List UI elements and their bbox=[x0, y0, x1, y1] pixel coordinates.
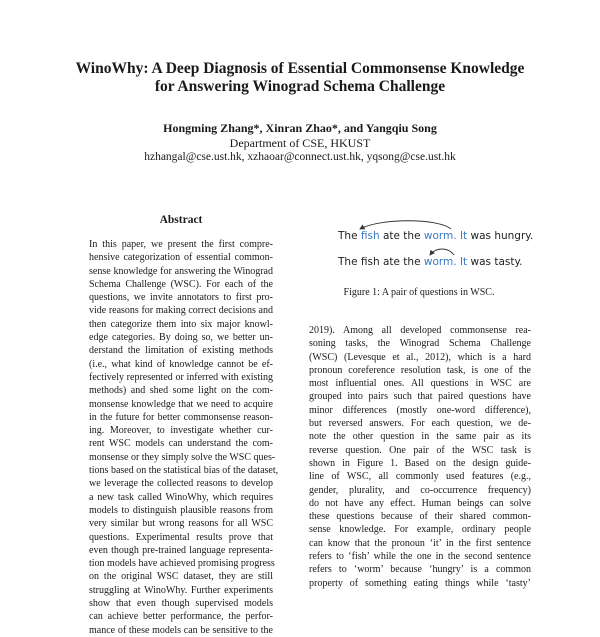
abstract-line: vide reasons for making correct decisions and bbox=[89, 305, 273, 317]
abstract-line: tion models have achieved promising progress bbox=[89, 558, 275, 570]
right-column-line: 2019). Among all developed commonsense rea- bbox=[309, 325, 531, 336]
abstract-line: monsense or they simply solve the WSC ques- bbox=[89, 451, 276, 463]
s1-candidate-worm: worm. bbox=[423, 230, 457, 242]
right-column-line: refers to ‘fish’ while the one in the second sentence bbox=[309, 551, 531, 563]
affiliation: Department of CSE, HKUST bbox=[229, 136, 371, 150]
abstract-body bbox=[89, 238, 279, 637]
abstract-line: models to distinguish plausible reasons from bbox=[89, 504, 273, 516]
abstract-line: can achieve better performance, the perfor- bbox=[89, 611, 273, 623]
authors: Hongming Zhang*, Xinran Zhao*, and Yangqiu Song bbox=[163, 121, 437, 135]
right-column-line: do not have any effect. Human beings can solve bbox=[309, 497, 531, 509]
abstract-line: monsense knowledge that we need to acquire bbox=[89, 398, 273, 410]
right-column-line: can know that the pronoun ‘it’ in the first sentence bbox=[309, 537, 531, 549]
right-column-line: refers to ‘worm’ because ‘hungry’ is a common bbox=[309, 564, 531, 576]
right-column-line: line of WSC, all commonly used features (e.g., bbox=[309, 471, 531, 483]
abstract-line: edge categories. By doing so, we better un- bbox=[89, 332, 273, 344]
abstract-line: methods) and shed some light on the com- bbox=[89, 385, 273, 397]
abstract-line: rent WSC models can understand the com- bbox=[89, 438, 273, 450]
abstract-line: very similar but wrong reasons for all WSC bbox=[89, 518, 273, 530]
s1-pronoun-it: It bbox=[459, 230, 468, 242]
abstract-line: show that even though supervised models bbox=[89, 598, 273, 610]
figure-sentence-1 bbox=[338, 230, 533, 242]
s1-text-g: was hungry. bbox=[467, 230, 534, 242]
abstract-line: mance of these models can be sensitive to the bbox=[89, 624, 273, 636]
abstract-line: fectively represented or inferred with existing bbox=[89, 371, 273, 383]
abstract-line: we leverage the collected reasons to develop bbox=[89, 478, 273, 490]
arrow-it-to-worm bbox=[430, 249, 454, 255]
abstract-line: (i.e., what kind of knowledge cannot be ef- bbox=[89, 358, 273, 370]
right-column-line: (WSC) (Levesque et al., 2012), which is a hard bbox=[309, 351, 531, 363]
abstract-line: derstand the limitation of existing methods bbox=[89, 345, 273, 357]
title-line-1: WinoWhy: A Deep Diagnosis of Essential Commonsense Knowledge bbox=[75, 60, 525, 77]
s1-text-a: The bbox=[338, 230, 361, 242]
abstract-line: then categorize them into six major knowl- bbox=[89, 318, 273, 330]
title-line-2: for Answering Winograd Schema Challenge bbox=[154, 78, 446, 95]
figure-sentence-2 bbox=[338, 256, 523, 268]
right-column-body bbox=[309, 324, 531, 590]
right-column-line: grouped into pairs such that paired questions have bbox=[309, 391, 531, 403]
abstract-heading: Abstract bbox=[159, 214, 203, 226]
right-column-line: reverse question. One pair of the WSC task is bbox=[309, 444, 531, 456]
abstract-line: Schema Challenge (WSC). For each of the bbox=[89, 278, 273, 290]
abstract-line: In this paper, we present the first compre- bbox=[89, 239, 273, 250]
figure-1 bbox=[320, 217, 534, 272]
abstract-line: even though pre-trained language representa- bbox=[89, 544, 273, 556]
right-column-line: pronoun coreference resolution task, is one of the bbox=[309, 364, 531, 376]
abstract-line: questions, we invite annotators to first pro- bbox=[89, 292, 273, 304]
s1-candidate-fish: fish bbox=[360, 230, 380, 242]
right-column-line: sense knowledge. For example, ordinary people bbox=[309, 524, 531, 536]
abstract-line: on the original WSC dataset, they are still bbox=[89, 571, 273, 583]
right-column-line: gender, plurality, and co-occurrence frequency) bbox=[309, 484, 531, 496]
s2-pronoun-it: It bbox=[459, 256, 468, 268]
abstract-line: ing. Moreover, to investigate whether cur- bbox=[89, 425, 273, 437]
abstract-line: a new task called WinoWhy, which requires bbox=[89, 491, 273, 503]
figure-caption: Figure 1: A pair of questions in WSC. bbox=[343, 287, 495, 298]
abstract-line: questions. Experimental results prove that bbox=[89, 531, 273, 543]
right-column-line: property of something eating things while ‘tasty’ bbox=[309, 577, 531, 589]
s2-candidate-worm: worm. bbox=[423, 256, 457, 268]
abstract-line: tions based on the statistical bias of the dataset, bbox=[89, 465, 279, 477]
right-column-line: these questions because of their shared common- bbox=[309, 511, 531, 523]
right-column-line: but reversed answers. For each question, we de- bbox=[309, 418, 531, 430]
emails: hzhangal@cse.ust.hk, xzhaoar@connect.ust.hk, yqsong@cse.ust.hk bbox=[144, 151, 456, 163]
abstract-line: sense knowledge for answering the Winograd bbox=[89, 265, 273, 277]
right-column-line: soning tasks, the Winograd Schema Challenge bbox=[309, 338, 531, 350]
right-column-line: note the other question in the same pair as its bbox=[309, 431, 531, 443]
abstract-line: struggling at WinoWhy. Further experiments bbox=[89, 584, 273, 596]
right-column-line: minor differences (mostly one-word difference), bbox=[309, 404, 531, 416]
abstract-line: in the future for better commonsense reason- bbox=[89, 411, 273, 423]
s2-text-e: was tasty. bbox=[467, 256, 523, 268]
right-column-line: most influential ones. All questions in WSC are bbox=[309, 378, 531, 390]
arrow-it-to-fish bbox=[360, 221, 451, 229]
s1-text-c: ate the bbox=[379, 230, 424, 242]
abstract-line: hensive categorization of essential common- bbox=[89, 252, 273, 264]
right-column-line: shown in Figure 1. Based on the design guide- bbox=[309, 457, 531, 469]
s2-text-a: The fish ate the bbox=[338, 256, 424, 268]
paper-title bbox=[0, 60, 600, 96]
